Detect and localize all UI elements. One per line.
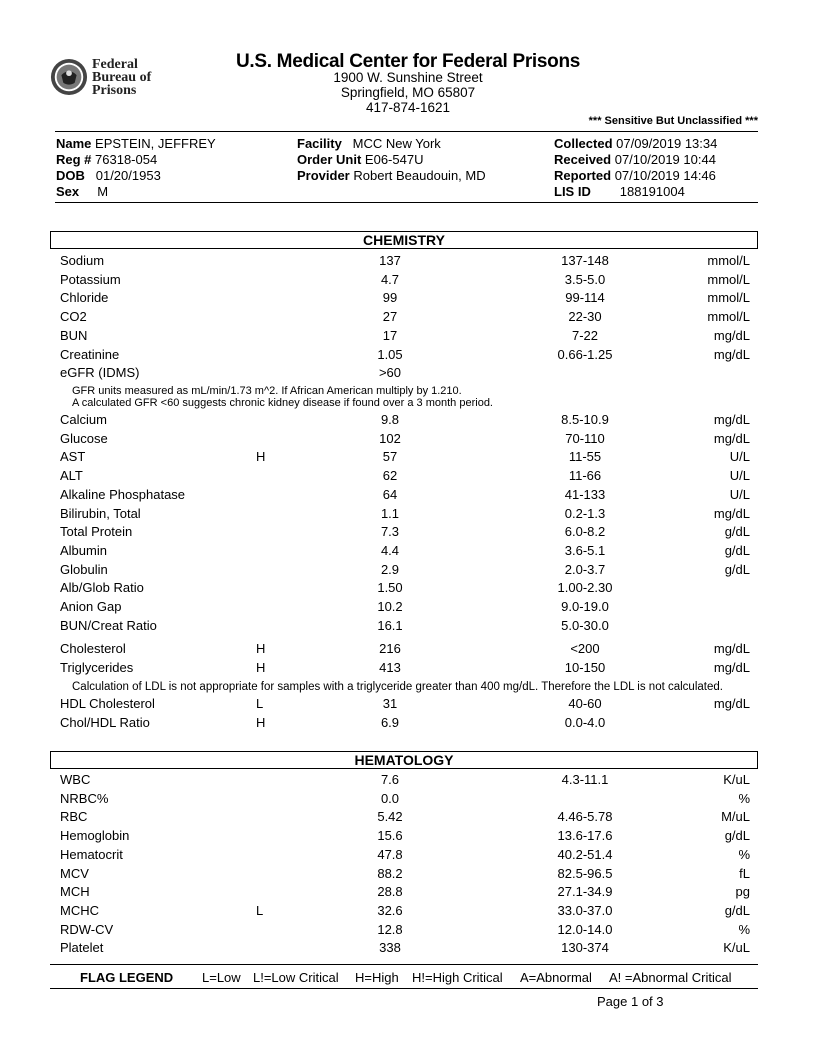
- info-divider: [55, 202, 758, 203]
- reference-range: 27.1-34.9: [557, 884, 613, 900]
- test-name: BUN: [60, 327, 88, 343]
- reference-range: 11-55: [568, 449, 602, 465]
- result-row: [60, 902, 750, 920]
- result-unit: pg: [735, 884, 750, 900]
- test-name: HDL Cholesterol: [60, 696, 155, 711]
- reference-range: 3.5-5.0: [564, 271, 606, 287]
- result-unit: mg/dL: [713, 659, 750, 675]
- result-unit: U/L: [729, 468, 750, 484]
- result-value: 62: [382, 468, 398, 484]
- reference-range: 99-114: [565, 290, 605, 306]
- reference-range: 82.5-96.5: [557, 865, 613, 881]
- result-unit: U/L: [729, 449, 750, 465]
- legend-item: L!=Low Critical: [253, 970, 339, 985]
- result-unit: %: [738, 790, 750, 806]
- legend-bottom-rule: [50, 988, 758, 989]
- test-name: AST: [60, 449, 86, 465]
- result-value: 15.6: [377, 828, 403, 844]
- result-value: 32.6: [377, 902, 403, 918]
- test-name: MCV: [60, 865, 89, 881]
- test-name: Triglycerides: [60, 659, 134, 675]
- result-unit: mmol/L: [707, 290, 750, 306]
- result-unit: M/uL: [721, 809, 750, 825]
- reference-range: 2.0-3.7: [564, 561, 606, 577]
- legend-top-rule: [50, 964, 758, 965]
- result-row: [60, 865, 750, 883]
- result-row: [60, 486, 750, 504]
- reference-range: 41-133: [564, 486, 606, 502]
- result-unit: mg/dL: [713, 641, 750, 656]
- result-value: 7.3: [380, 524, 400, 540]
- collected-date: 07/09/2019 13:34: [616, 136, 718, 151]
- result-value: 12.8: [377, 921, 403, 937]
- result-row: [60, 939, 750, 957]
- result-unit: fL: [739, 865, 750, 881]
- reference-range: 8.5-10.9: [561, 412, 609, 427]
- result-flag: L: [256, 696, 264, 711]
- reference-range: 130-374: [561, 940, 609, 956]
- result-value: 27: [382, 309, 398, 325]
- reference-range: 4.46-5.78: [557, 809, 613, 825]
- result-row: [60, 448, 750, 466]
- result-row: [60, 542, 750, 560]
- result-value: 28.8: [377, 884, 403, 900]
- result-value: 5.42: [377, 809, 403, 825]
- result-value: 338: [379, 940, 401, 956]
- hematology-header: [50, 751, 758, 769]
- test-name: Alkaline Phosphatase: [60, 486, 186, 502]
- reference-range: 7-22: [571, 327, 599, 343]
- test-name: CO2: [60, 309, 87, 325]
- reference-range: 10-150: [564, 659, 606, 675]
- result-value: 9.8: [380, 412, 400, 427]
- result-unit: mg/dL: [713, 696, 750, 711]
- reference-range: 12.0-14.0: [557, 921, 613, 937]
- reference-range: 6.0-8.2: [564, 524, 606, 540]
- result-value: 1.50: [377, 580, 403, 596]
- result-unit: mg/dL: [713, 327, 750, 343]
- result-row: [60, 579, 750, 597]
- result-value: 102: [379, 430, 401, 446]
- patient-name: EPSTEIN, JEFFREY: [95, 136, 216, 151]
- reference-range: 0.0-4.0: [564, 714, 606, 730]
- result-row: [60, 846, 750, 864]
- result-row: [60, 598, 750, 616]
- address: 1900 W. Sunshine Street Springfield, MO 65807 417-874-1621: [333, 70, 483, 115]
- result-unit: g/dL: [724, 542, 750, 558]
- order-block: Facility MCC New York Order Unit E06-547U Provider Robert Beaudouin, MD: [297, 136, 486, 183]
- result-value: 6.9: [380, 714, 400, 730]
- patient-reg: 76318-054: [95, 152, 158, 167]
- result-value: 2.9: [380, 561, 400, 577]
- test-name: Cholesterol: [60, 641, 126, 656]
- legend-item: H=High: [355, 970, 399, 985]
- reference-range: 70-110: [565, 430, 605, 446]
- classification-banner: *** Sensitive But Unclassified ***: [588, 115, 758, 127]
- reference-range: 0.66-1.25: [557, 346, 613, 362]
- test-name: Hematocrit: [60, 846, 123, 862]
- result-flag: H: [256, 659, 266, 675]
- reference-range: 40.2-51.4: [557, 846, 613, 862]
- result-row: [60, 430, 750, 448]
- test-name: Bilirubin, Total: [60, 505, 141, 521]
- reference-range: 0.2-1.3: [564, 505, 606, 521]
- test-name: Albumin: [60, 542, 107, 558]
- legend-item: H!=High Critical: [412, 970, 503, 985]
- test-name: MCH: [60, 884, 90, 900]
- reference-range: 4.3-11.1: [561, 772, 609, 787]
- result-unit: g/dL: [724, 828, 750, 844]
- result-unit: mg/dL: [713, 412, 750, 427]
- received-date: 07/10/2019 10:44: [614, 152, 716, 167]
- test-name: Anion Gap: [60, 599, 122, 614]
- result-value: 216: [379, 641, 401, 656]
- result-row: [60, 364, 750, 382]
- result-row: [60, 252, 750, 270]
- legend-title: FLAG LEGEND: [80, 970, 174, 985]
- test-name: Glucose: [60, 430, 108, 446]
- order-unit: E06-547U: [364, 152, 424, 167]
- test-name: Sodium: [60, 253, 105, 268]
- legend-item: L=Low: [202, 970, 241, 985]
- result-flag: H: [256, 449, 266, 465]
- result-row: [60, 561, 750, 579]
- header-divider: [55, 131, 758, 132]
- result-unit: mg/dL: [713, 430, 750, 446]
- result-unit: g/dL: [724, 524, 750, 540]
- reference-range: 1.00-2.30: [557, 580, 613, 596]
- result-value: 137: [379, 253, 401, 268]
- result-row: [60, 771, 750, 789]
- reported-date: 07/10/2019 14:46: [614, 168, 716, 183]
- chemistry-header: [50, 231, 758, 249]
- reference-range: 13.6-17.6: [557, 828, 613, 844]
- test-name: Platelet: [60, 940, 104, 956]
- patient-sex: M: [97, 184, 109, 199]
- legend-item: A! =Abnormal Critical: [609, 970, 732, 985]
- result-flag: L: [256, 902, 264, 918]
- result-row: [60, 640, 750, 658]
- reference-range: 33.0-37.0: [557, 902, 613, 918]
- result-value: >60: [378, 365, 402, 381]
- test-name: Potassium: [60, 271, 121, 287]
- result-value: 31: [382, 696, 398, 711]
- reference-range: 22-30: [568, 309, 602, 325]
- test-name: Hemoglobin: [60, 828, 130, 844]
- result-row: [60, 346, 750, 364]
- result-row: [60, 714, 750, 732]
- test-name: RBC: [60, 809, 88, 825]
- reference-range: 9.0-19.0: [561, 599, 609, 614]
- test-name: Calcium: [60, 412, 107, 427]
- result-row: [60, 921, 750, 939]
- result-value: 57: [382, 449, 398, 465]
- result-row: [60, 271, 750, 289]
- test-name: ALT: [60, 468, 83, 484]
- facility: MCC New York: [352, 136, 441, 151]
- result-unit: mmol/L: [707, 309, 750, 325]
- patient-dob: 01/20/1953: [95, 168, 161, 183]
- result-row: [60, 308, 750, 326]
- result-unit: g/dL: [724, 902, 750, 918]
- result-value: 47.8: [377, 846, 403, 862]
- result-unit: g/dL: [724, 561, 750, 577]
- result-flag: H: [256, 714, 266, 730]
- reference-range: 5.0-30.0: [561, 617, 609, 633]
- result-row: [60, 467, 750, 485]
- result-value: 64: [382, 486, 398, 502]
- result-row: [60, 659, 750, 677]
- result-row: [60, 808, 750, 826]
- reference-range: 137-148: [561, 253, 609, 268]
- result-row: [60, 827, 750, 845]
- test-name: eGFR (IDMS): [60, 365, 140, 381]
- test-name: Alb/Glob Ratio: [60, 580, 144, 596]
- reference-range: 40-60: [568, 696, 602, 711]
- dates-block: Collected 07/09/2019 13:34 Received 07/10/2019 10:44 Reported 07/10/2019 14:46 LIS ID 188191004: [554, 136, 718, 199]
- result-value: 88.2: [377, 865, 403, 881]
- test-name: BUN/Creat Ratio: [60, 617, 157, 633]
- result-row: [60, 505, 750, 523]
- result-value: 4.7: [380, 271, 400, 287]
- result-row: [60, 790, 750, 808]
- lis-id: 188191004: [619, 184, 685, 199]
- test-name: Chloride: [60, 290, 109, 306]
- result-value: 4.4: [380, 542, 400, 558]
- test-name: Creatinine: [60, 346, 120, 362]
- test-name: NRBC%: [60, 790, 109, 806]
- test-name: RDW-CV: [60, 921, 114, 937]
- test-name: Globulin: [60, 561, 108, 577]
- result-unit: %: [738, 846, 750, 862]
- bop-logo-text: Federal Bureau of Prisons: [92, 57, 152, 98]
- result-flag: H: [256, 641, 266, 656]
- result-unit: K/uL: [723, 940, 750, 956]
- report-title: U.S. Medical Center for Federal Prisons: [235, 51, 581, 72]
- result-value: 10.2: [377, 599, 403, 614]
- reference-range: <200: [570, 641, 600, 656]
- test-name: Total Protein: [60, 524, 133, 540]
- result-value: 99: [382, 290, 398, 306]
- hematology-title: HEMATOLOGY: [354, 752, 454, 768]
- result-value: 1.05: [377, 346, 403, 362]
- result-value: 7.6: [380, 772, 400, 787]
- test-name: MCHC: [60, 902, 99, 918]
- test-name: WBC: [60, 772, 91, 787]
- result-unit: mg/dL: [713, 346, 750, 362]
- result-row: [60, 695, 750, 713]
- result-row: [60, 411, 750, 429]
- result-row: [60, 883, 750, 901]
- reference-range: 11-66: [568, 468, 602, 484]
- page-number: Page 1 of 3: [597, 994, 664, 1009]
- result-row: [60, 523, 750, 541]
- result-unit: %: [738, 921, 750, 937]
- patient-block: Name EPSTEIN, JEFFREY Reg # 76318-054 DOB 01/20/1953 Sex M: [56, 136, 216, 199]
- result-value: 16.1: [377, 617, 403, 633]
- legend-item: A=Abnormal: [520, 970, 592, 985]
- ldl-note: Calculation of LDL is not appropriate for samples with a triglyceride greater than 400 mg/dL. Therefore the LDL is not calculated.: [72, 681, 723, 693]
- result-value: 17: [382, 327, 398, 343]
- provider: Robert Beaudouin, MD: [353, 168, 486, 183]
- bop-seal-logo: [50, 58, 88, 96]
- result-unit: U/L: [729, 486, 750, 502]
- reference-range: 3.6-5.1: [564, 542, 606, 558]
- chemistry-title: CHEMISTRY: [363, 232, 445, 248]
- result-unit: mg/dL: [713, 505, 750, 521]
- result-row: [60, 289, 750, 307]
- result-value: 0.0: [380, 790, 400, 806]
- result-unit: mmol/L: [707, 253, 750, 268]
- result-value: 1.1: [380, 505, 400, 521]
- result-row: [60, 327, 750, 345]
- result-unit: mmol/L: [707, 271, 750, 287]
- result-unit: K/uL: [723, 772, 750, 787]
- test-name: Chol/HDL Ratio: [60, 714, 150, 730]
- result-row: [60, 617, 750, 635]
- gfr-note: GFR units measured as mL/min/1.73 m^2. If African American multiply by 1.210. A calculated GFR <60 suggests chronic kidney disease if found over a 3 month period.: [72, 385, 493, 409]
- result-value: 413: [379, 659, 401, 675]
